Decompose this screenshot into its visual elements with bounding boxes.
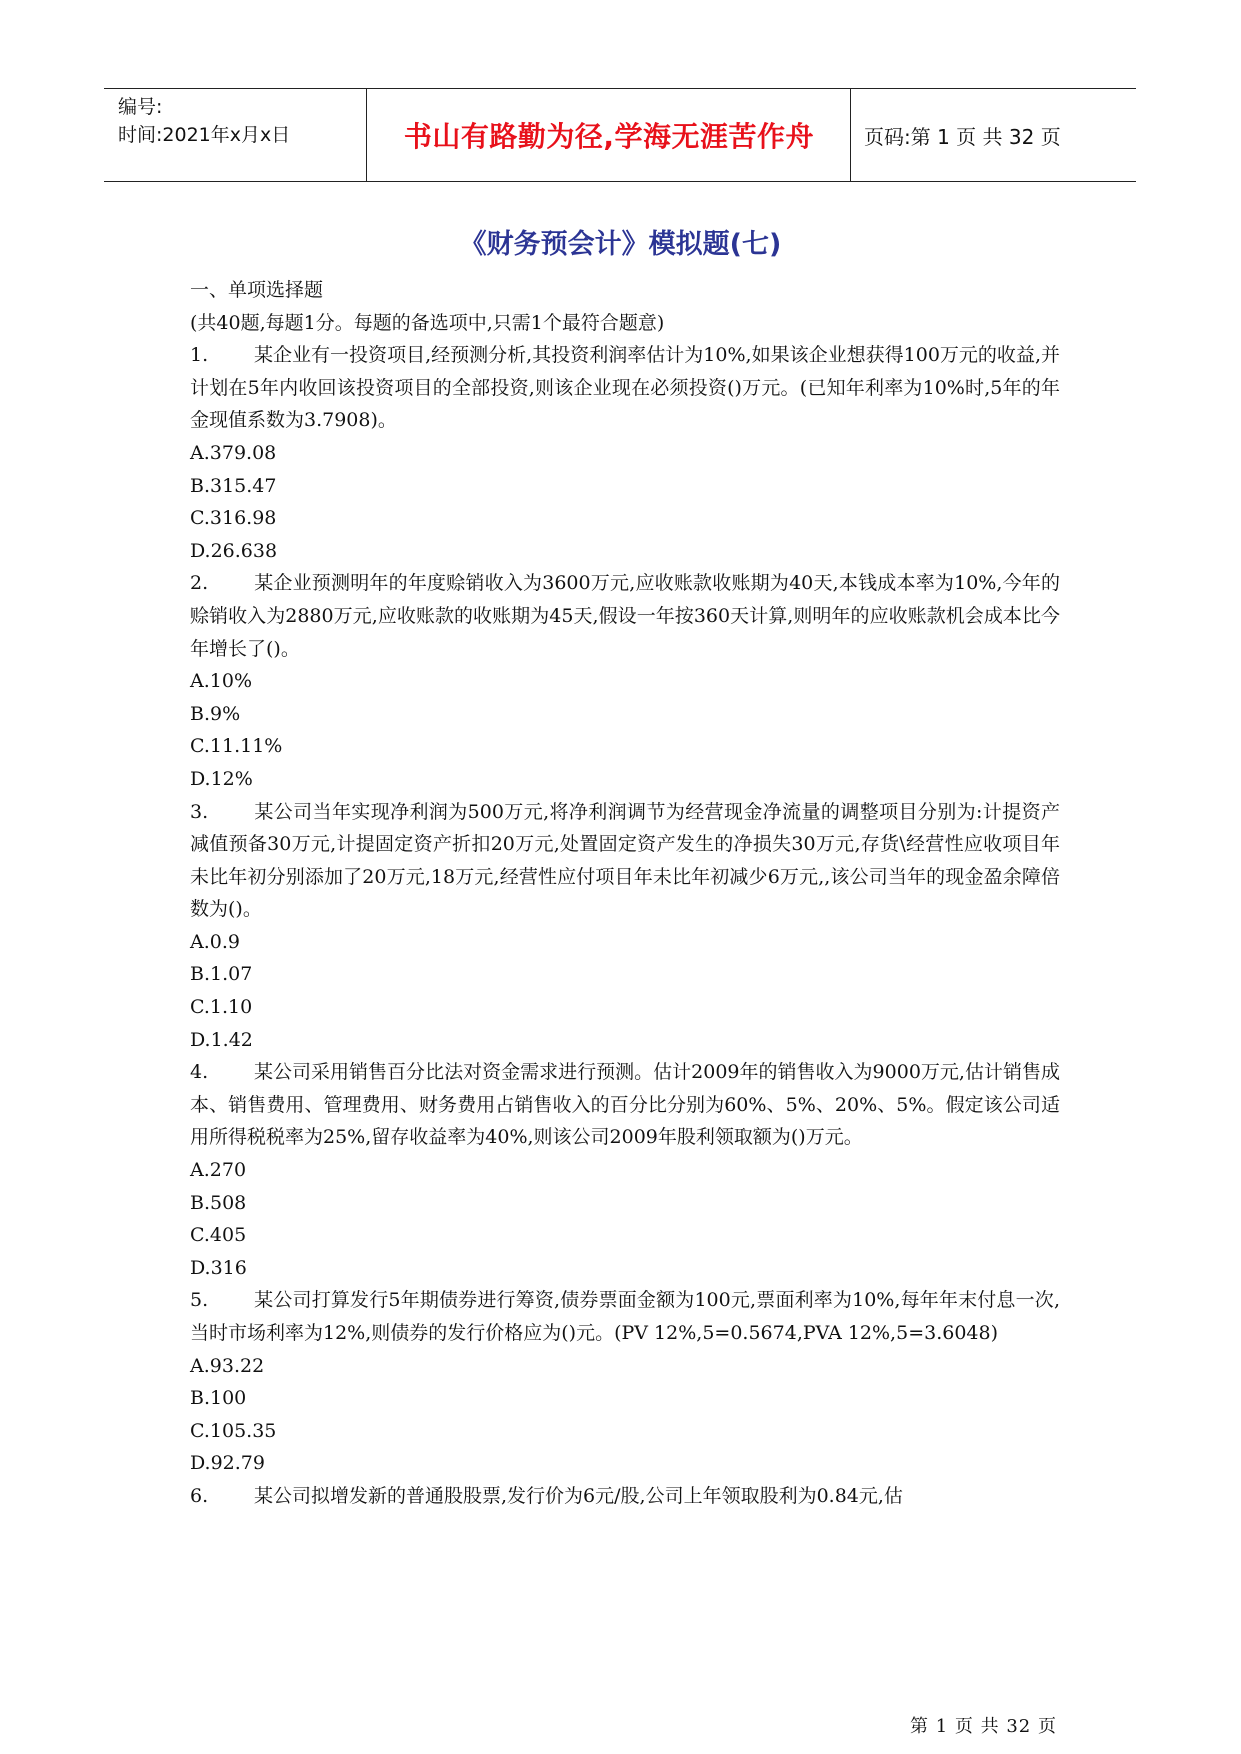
answer-option: D.26.638 xyxy=(190,539,278,562)
answer-option: D.12% xyxy=(190,767,253,790)
answer-option: A.10% xyxy=(190,670,252,693)
document-body xyxy=(190,274,1060,1513)
answer-option: B.100 xyxy=(190,1387,247,1410)
question-item xyxy=(190,1056,1060,1154)
document-title: 《财务预会计》模拟题(七) xyxy=(459,229,782,260)
answer-option: A.93.22 xyxy=(190,1354,265,1377)
answer-option: B.315.47 xyxy=(190,474,277,497)
question-item xyxy=(190,1284,1060,1349)
question-text: 某企业预测明年的年度赊销收入为3600万元,应收账款收账期为40天,本钱成本率为10%,今年的赊销收入为2880万元,应收账款的收账期为45天,假设一年按360天计算,则明年的应收账款机会成本比今年增长了()。 xyxy=(190,572,1060,660)
question-text: 某企业有一投资项目,经预测分析,其投资利润率估计为10%,如果该企业想获得100万元的收益,并计划在5年内收回该投资项目的全部投资,则该企业现在必须投资()万元。(已知年利率为10%时,5年的年金现值系数为3.7908)。 xyxy=(190,344,1060,432)
answer-option: D.316 xyxy=(190,1256,247,1279)
answer-option: C.11.11% xyxy=(190,735,283,758)
question-text: 某公司采用销售百分比法对资金需求进行预测。估计2009年的销售收入为9000万元,估计销售成本、销售费用、管理费用、财务费用占销售收入的百分比分别为60%、5%、20%、5%。假定该公司适用所得税税率为25%,留存收益率为40%,则该公司2009年股利领取额为()万元。 xyxy=(190,1061,1060,1149)
header-code: 编号: xyxy=(118,96,163,118)
answer-option: B.9% xyxy=(190,702,241,725)
header-motto: 书山有路勤为径,学海无涯苦作舟 xyxy=(403,120,815,153)
answer-option: A.270 xyxy=(190,1159,247,1182)
question-list xyxy=(190,339,1060,1512)
header-time: 时间:2021年x月x日 xyxy=(118,124,291,146)
question-number: 5. xyxy=(190,1289,209,1312)
question-text: 某公司打算发行5年期债券进行筹资,债券票面金额为100元,票面利率为10%,每年年末付息一次,当时市场利率为12%,则债券的发行价格应为()元。(PV 12%,5=0.5674,PVA 12%,5=3.6048) xyxy=(190,1289,1060,1344)
answer-option: A.379.08 xyxy=(190,441,277,464)
answer-option: D.92.79 xyxy=(190,1452,265,1475)
answer-option: D.1.42 xyxy=(190,1028,253,1051)
question-number: 3. xyxy=(190,800,209,823)
question-number: 1. xyxy=(190,344,209,367)
answer-option: A.0.9 xyxy=(190,930,240,953)
answer-option: B.1.07 xyxy=(190,963,253,986)
answer-option: C.105.35 xyxy=(190,1419,277,1442)
question-number: 4. xyxy=(190,1061,209,1084)
page-footer: 第 1 页 共 32 页 xyxy=(910,1716,1057,1737)
question-number: 6. xyxy=(190,1484,209,1507)
question-item xyxy=(190,339,1060,437)
answer-option: C.405 xyxy=(190,1224,247,1247)
header-page-info: 页码:第 1 页 共 32 页 xyxy=(864,124,1061,149)
question-text: 某公司拟增发新的普通股股票,发行价为6元/股,公司上年领取股利为0.84元,估 xyxy=(254,1484,903,1507)
question-item xyxy=(190,796,1060,926)
section-heading: 一、单项选择题 xyxy=(190,279,324,301)
answer-option: C.1.10 xyxy=(190,996,253,1019)
question-number: 2. xyxy=(190,572,209,595)
header-meta xyxy=(118,93,358,149)
header-divider xyxy=(366,89,367,181)
section-note: (共40题,每题1分。每题的备选项中,只需1个最符合题意) xyxy=(190,311,665,334)
answer-option: B.508 xyxy=(190,1191,247,1214)
question-item xyxy=(190,1480,1060,1513)
header-divider xyxy=(850,89,851,181)
answer-option: C.316.98 xyxy=(190,507,277,530)
question-text: 某公司当年实现净利润为500万元,将净利润调节为经营现金净流量的调整项目分别为:计提资产减值预备30万元,计提固定资产折扣20万元,处置固定资产发生的净损失30万元,存货\经营性应收项目年未比年初分别添加了20万元,18万元,经营性应付项目年未比年初减少6万元,,该公司当年的现金盈余障倍数为()。 xyxy=(190,800,1060,921)
page-header xyxy=(104,88,1136,182)
question-item xyxy=(190,567,1060,665)
